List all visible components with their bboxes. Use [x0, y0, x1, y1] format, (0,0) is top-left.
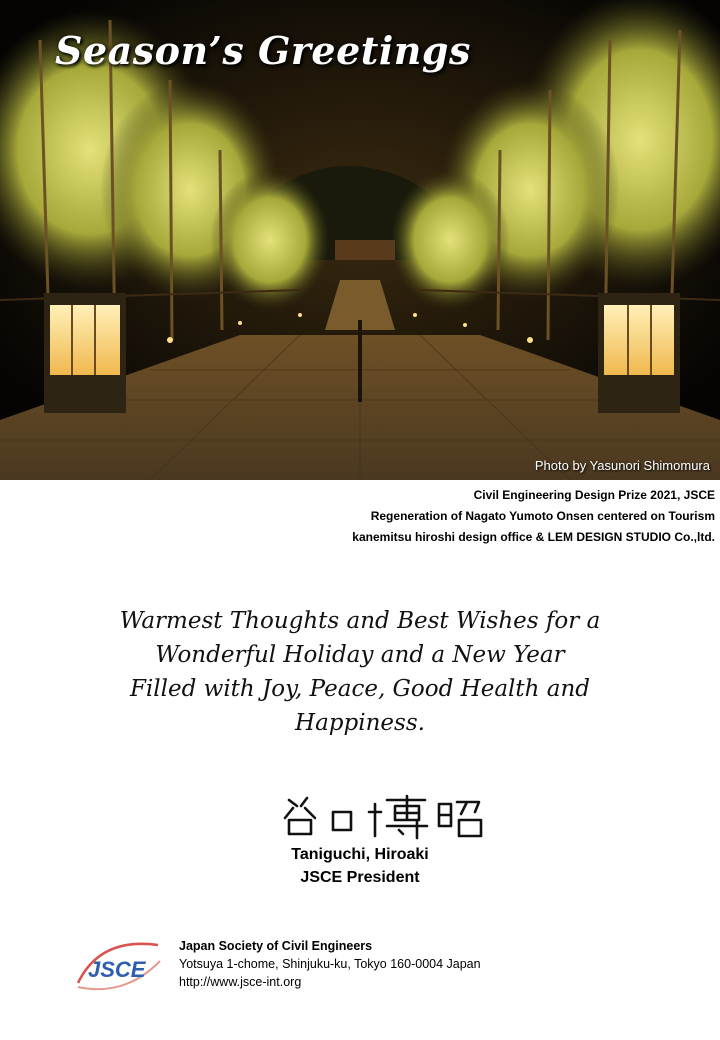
organization-name: Japan Society of Civil Engineers: [179, 939, 373, 953]
cover-photo: [0, 0, 720, 480]
greeting-message: [80, 604, 640, 740]
svg-text:JSCE: JSCE: [88, 957, 146, 982]
caption-project: Regeneration of Nagato Yumoto Onsen centered on Tourism: [370, 509, 715, 523]
signer-name: Taniguchi, Hiroaki: [291, 846, 429, 863]
photo-caption: [352, 485, 715, 548]
greeting-title: Season’s Greetings: [55, 28, 471, 73]
photo-credit: Photo by Yasunori Shimomura: [534, 458, 710, 473]
message-line: Warmest Thoughts and Best Wishes for a: [119, 608, 601, 634]
message-line: Wonderful Holiday and a New Year: [155, 642, 565, 668]
organization-url[interactable]: http://www.jsce-int.org: [179, 975, 302, 989]
organization-address: Yotsuya 1-chome, Shinjuku-ku, Tokyo 160-0004 Japan: [179, 957, 481, 971]
message-line: Filled with Joy, Peace, Good Health and: [129, 676, 591, 702]
message-line: Happiness.: [295, 710, 425, 736]
jsce-logo: [70, 935, 165, 995]
organization-info: [179, 937, 481, 991]
handwritten-signature: [275, 790, 495, 840]
caption-designers: kanemitsu hiroshi design office & LEM DESIGN STUDIO Co.,ltd.: [352, 530, 715, 544]
signer-title: JSCE President: [300, 869, 420, 886]
caption-prize: Civil Engineering Design Prize 2021, JSCE: [473, 488, 715, 502]
